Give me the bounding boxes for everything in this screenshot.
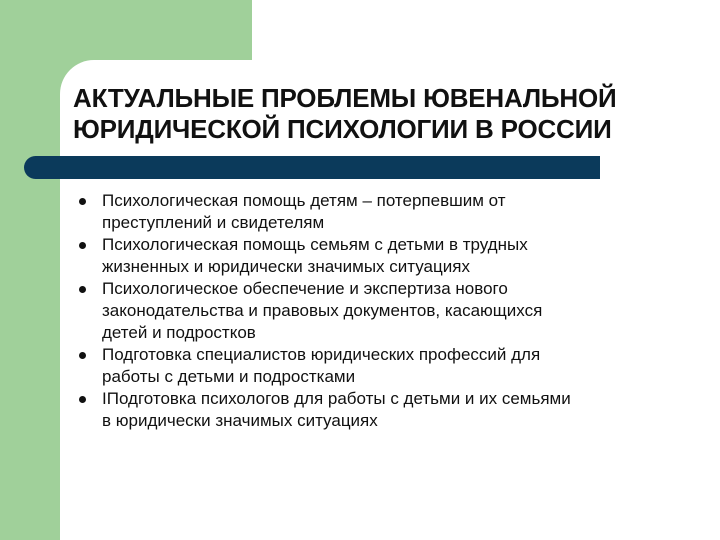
bullet-text-line: Психологическая помощь семьям с детьми в трудных <box>102 235 528 254</box>
bullet-item <box>72 344 672 388</box>
bullet-text-line: Психологическое обеспечение и экспертиза нового <box>102 279 508 298</box>
bullet-item <box>72 388 672 432</box>
bullet-text-line: IПодготовка психологов для работы с детьми и их семьями <box>102 389 571 408</box>
bullet-text-line: преступлений и свидетелям <box>102 213 325 232</box>
bullet-dot-icon <box>79 352 86 359</box>
bullet-text-line: законодательства и правовых документов, касающихся <box>102 301 543 320</box>
title-underline-bar <box>24 156 600 179</box>
bullet-text-line: Подготовка специалистов юридических профессий для <box>102 345 541 364</box>
bullet-text-line: работы с детьми и подростками <box>102 367 356 386</box>
bullet-text-line: в юридически значимых ситуациях <box>102 411 378 430</box>
bullet-text-line: Психологическая помощь детям – потерпевшим от <box>102 191 506 210</box>
bullet-dot-icon <box>79 396 86 403</box>
bullet-list <box>72 190 672 432</box>
bullet-item <box>72 234 672 278</box>
bullet-text-line: жизненных и юридически значимых ситуациях <box>102 257 470 276</box>
bullet-text-line: детей и подростков <box>102 323 256 342</box>
slide-title <box>73 83 703 145</box>
bullet-dot-icon <box>79 286 86 293</box>
bullet-dot-icon <box>79 198 86 205</box>
bullet-item <box>72 190 672 234</box>
bullet-item <box>72 278 672 344</box>
slide-title-line: ЮРИДИЧЕСКОЙ ПСИХОЛОГИИ В РОССИИ <box>73 114 612 144</box>
slide-title-line: АКТУАЛЬНЫЕ ПРОБЛЕМЫ ЮВЕНАЛЬНОЙ <box>73 83 617 113</box>
bullet-dot-icon <box>79 242 86 249</box>
